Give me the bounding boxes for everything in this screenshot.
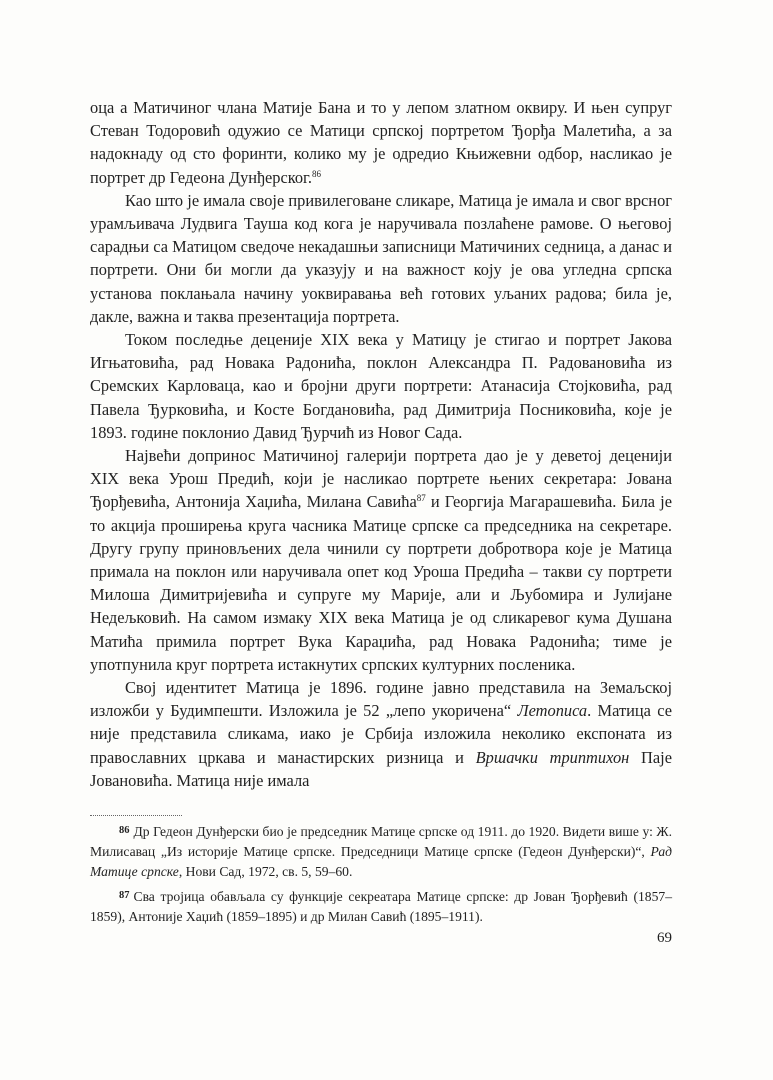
paragraph (90, 676, 672, 792)
footnote-number: 87 (119, 890, 130, 901)
text-run: Сва тројица обављала су функције секреатара Матице српске: др Јован Ђорђевић (1857–1859), Антоније Хаџић (1859–1895) и др Милан Савић (1895–1911). (90, 889, 672, 924)
footnote-ref[interactable]: 87 (416, 493, 426, 504)
italic-title: Рад Матице српске (90, 844, 672, 879)
main-text (90, 96, 672, 792)
footnote-number: 86 (119, 825, 130, 836)
paragraph (90, 189, 672, 328)
footnote-ref[interactable]: 86 (312, 168, 322, 179)
text-run: Паје Јовановића. Матица није имала (90, 747, 672, 790)
italic-title: Вршачки триптихон (475, 747, 630, 767)
footnote-separator (90, 815, 182, 816)
paragraph (90, 444, 672, 676)
text-run: оца а Матичиног члана Матије Бана и то у лепом златном оквиру. И њен супруг Стеван Тодоровић одужио се Матици српској портретом Ђорђа Малетића, а за надокнаду од сто форинти, колико му је одредио Књижевни одбор, насликао је портрет др Гедеона Дунђерског. (90, 98, 672, 187)
footnote (90, 887, 672, 927)
text-run: Свој идентитет Матица је 1896. године јавно представила на Земаљској изложби у Будимпешти. Изложила је 52 „лепо укоричена“ (90, 678, 672, 721)
text-run: Током последње деценије XIX века у Матицу је стигао и портрет Јакова Игњатовића, рад Новака Радонића, поклон Александра П. Радовановића из Сремских Карловаца, као и бројни други портрети: Атанасија Стојковића, рад Павела Ђурковића, и Косте Богдановића, рад Димитрија Посниковића, које је 1893. године поклонио Давид Ђурчић из Новог Сада. (90, 330, 672, 442)
footnote (90, 822, 672, 882)
text-run: Др Гедеон Дунђерски био је председник Матице српске од 1911. до 1920. Видети више у: Ж. Милисавац „Из историје Матице српске. Председници Матице српске (Гедеон Дунђерски)“, (90, 824, 672, 859)
text-run: и Георгија Магарашевића. Била је то акција проширења круга часника Матице српске са председника на секретаре. Другу групу приновљених дела чинили су портрети добротвора које је Матица примала на поклон или наручивала опет код Уроша Предића – такви су портрети Милоша Димитријевића и супруге му Марије, али и Љубомира и Јулијане Недељковић. На самом измаку XIX века Матица је од сликаревог кума Душана Матића примила портрет Вука Караџића, рад Новака Радонића; тиме је употпунила круг портрета истакнутих српских културних посленика. (90, 492, 672, 674)
text-run: , Нови Сад, 1972, св. 5, 59–60. (178, 864, 353, 879)
page-number: 69 (657, 930, 672, 946)
paragraph (90, 96, 672, 189)
text-run: Као што је имала своје привилеговане сликаре, Матица је имала и свог врсног урамљивача Лудвига Тауша код кога је наручивала позлаћене рамове. О његовој сарадњи са Матицом сведоче некадашњи записници Матичиних седница, а данас и портрети. Они би могли да указују и на важност коју је ова угледна српска установа поклањала начину уоквиравања већ готових уљаних радова; била је, дакле, важна и таква презентација портрета. (90, 190, 672, 326)
text-run: . Матица се није представила сликама, иако је Србија изложила неколико експоната из православних цркава и манастирских ризница и (90, 701, 673, 767)
text-run: Највећи допринос Матичиној галерији портрета дао је у деветој деценији XIX века Урош Предић, који је насликао портрете њених секретара: Јована Ђорђевића, Антонија Хаџића, Милана Савића (90, 446, 672, 512)
paragraph (90, 328, 672, 444)
italic-title: Летописа (517, 701, 588, 721)
footnotes (90, 822, 672, 932)
